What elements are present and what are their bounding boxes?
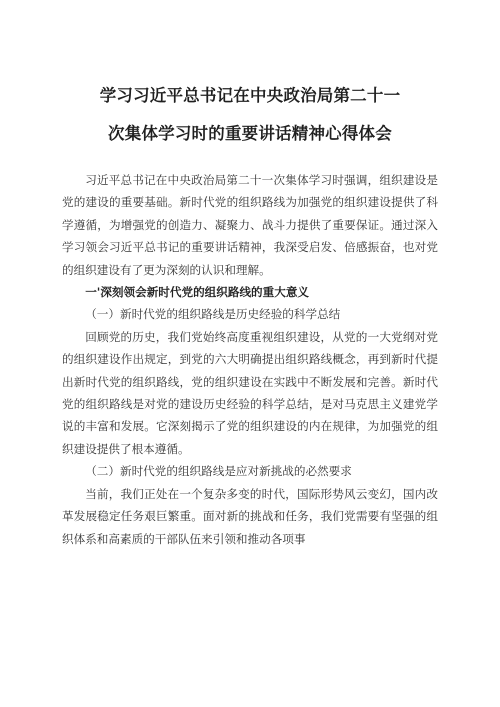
document-title-line-1: 学习习近平总书记在中央政治局第二十一	[99, 86, 401, 105]
subsection-2-paragraph: 当前，我们正处在一个复杂多变的时代，国际形势风云变幻，国内改革发展稳定任务艰巨繁重。面对新的挑战和任务，我们党需要有坚强的组织体系和高素质的干部队伍来引领和推动各项事	[62, 486, 438, 546]
subsection-1-paragraph: 回顾党的历史，我们党始终高度重视组织建设，从党的一大党纲对党的组织建设作出规定，到党的六大明确提出组织路线概念，再到新时代提出新时代党的组织路线，党的组织建设在实践中不断发展和完善。新时代党的组织路线是对党的建设历史经验的科学总结，是对马克思主义建党学说的丰富和发展。它深刻揭示了党的组织建设的内在规律，为加强党的组织建设提供了根本遵循。	[62, 329, 438, 456]
intro-paragraph: 习近平总书记在中央政治局第二十一次集体学习时强调，组织建设是党的建设的重要基础。新时代党的组织路线为加强党的组织建设提供了科学遵循，为增强党的创造力、凝聚力、战斗力提供了重要保证。通过深入学习领会习近平总书记的重要讲话精神，我深受启发、倍感振奋，也对党的组织建设有了更为深刻的认识和理解。	[62, 173, 438, 277]
section-1-heading: 一'深刻领会新时代党的组织路线的重大意义	[85, 285, 310, 300]
subsection-2-heading: （二）新时代党的组织路线是应对新挑战的必然要求	[85, 464, 352, 479]
document-body	[62, 169, 438, 550]
subsection-1-heading: （一）新时代党的组织路线是历史经验的科学总结	[85, 307, 341, 322]
document-title-line-2: 次集体学习时的重要讲话精神心得体会	[108, 124, 392, 143]
